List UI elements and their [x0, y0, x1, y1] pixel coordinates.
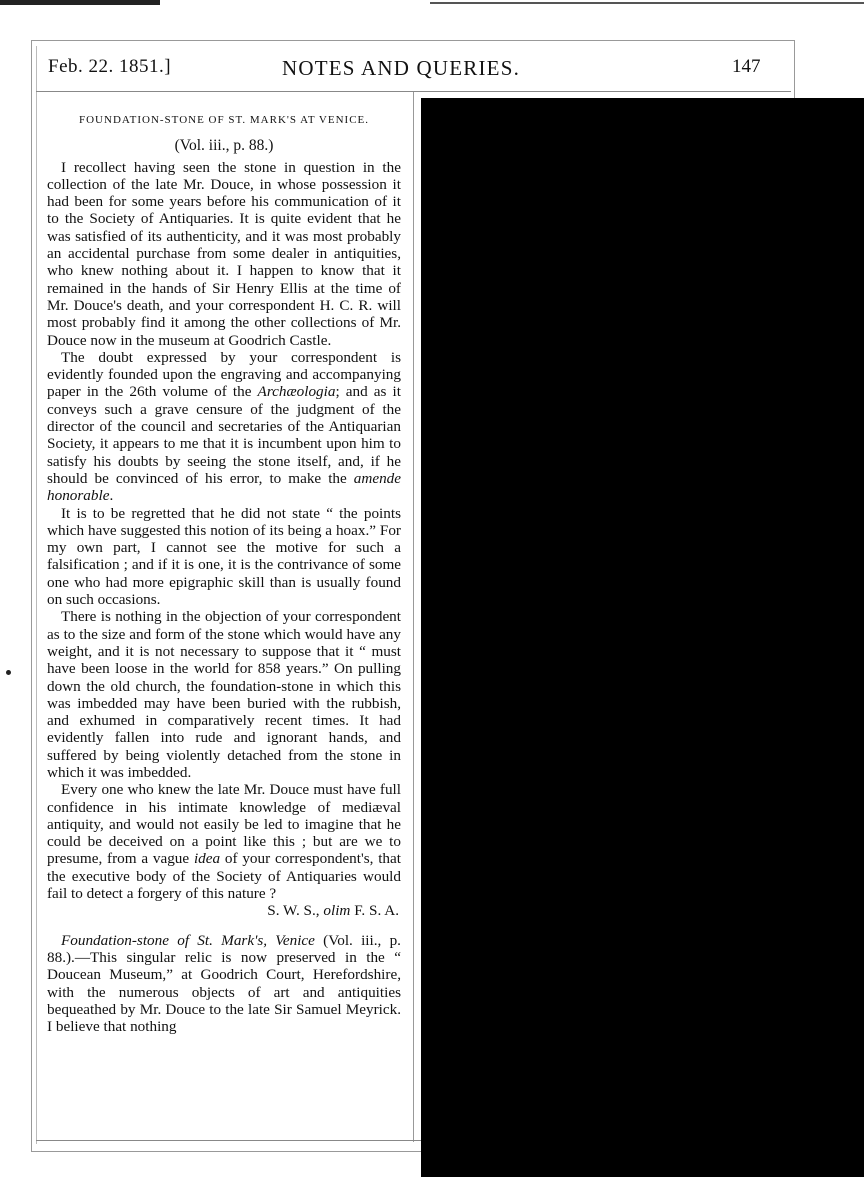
redacted-right-column: [421, 98, 864, 1177]
second-article-text: (Vol. iii., p. 88.).—This singular relic is now preserved in the “ Doucean Museum,” at Goodrich Court, Herefordshire, with the numerous objects of art and antiquities bequeathed by Mr. Douce to the late Sir Samuel Meyrick. I believe that nothing: [47, 931, 401, 1036]
header-page-number: 147: [732, 56, 761, 77]
paragraph-4: There is nothing in the objection of your correspondent as to the size and form of the stone which would have any weight, and it is not necessary to suppose that it “ must have been loose in the world for 858 years.” On pulling down the old church, the foundation-stone in which this was imbedded may have been buried with the rubbish, and exhumed in comparatively recent times. It had evidently fallen into rude and ignorant hands, and suffered by being violently detached from the stone in which it was imbedded.: [47, 608, 401, 781]
paragraph-2-text-b: ; and as it conveys such a grave censure of the judgment of the director of the council and secretaries of the Antiquarian Society, it appears to me that it is incumbent upon him to satisfy his doubts by seeing the stone itself, and, if he should be convinced of his error, to make the: [47, 383, 401, 487]
top-edge-mark-left: [0, 0, 160, 5]
paragraph-2: [47, 349, 401, 505]
article-gap: [47, 920, 401, 932]
second-article: [47, 932, 401, 1036]
footer-rule: [36, 1140, 421, 1141]
archaeologia-title: Archæologia: [257, 383, 336, 401]
paragraph-2-text-c: .: [109, 487, 114, 505]
running-header: [48, 56, 778, 86]
idea-word: idea: [193, 850, 221, 868]
page-frame-inner-line: [36, 46, 37, 1144]
column-divider: [413, 92, 414, 1142]
paragraph-1: I recollect having seen the stone in question in the collection of the late Mr. Douce, in whose possession it had been for some years before his communication of it to the Society of Antiquaries. It is quite evident that he was satisfied of its authenticity, and it was most probably an accidental purchase from some dealer in antiquities, who knew nothing about it. I happen to know that it remained in the hands of Sir Henry Ellis at the time of Mr. Douce's death, and your correspondent H. C. R. will most probably find it among the other collections of Mr. Douce now in the museum at Goodrich Castle.: [47, 158, 401, 349]
article-headline: FOUNDATION-STONE OF ST. MARK'S AT VENICE.: [79, 114, 369, 126]
signature-text-b: F. S. A.: [350, 902, 399, 920]
paragraph-5: [47, 781, 401, 902]
paragraph-5-text-b: of your correspondent's, that the executive body of the Society of Antiquaries would fail to detect a forgery of this nature ?: [47, 850, 401, 903]
signature-olim: olim: [323, 902, 351, 920]
margin-dot: [6, 670, 11, 675]
header-title: NOTES AND QUERIES.: [282, 56, 521, 80]
paragraph-2-text-a: The doubt expressed by your correspondent is evidently founded upon the engraving and accompanying paper in the 26th volume of the: [47, 348, 401, 401]
second-article-title: Foundation-stone of St. Mark's, Venice: [61, 931, 315, 949]
signature-text-a: S. W. S.,: [267, 902, 324, 920]
top-edge-mark-right: [430, 2, 864, 4]
article-reference: (Vol. iii., p. 88.): [174, 137, 274, 155]
signature: [47, 902, 401, 919]
amende-honorable-phrase: amende honorable: [47, 469, 401, 505]
left-column: [47, 112, 401, 1035]
paragraph-3: It is to be regretted that he did not state “ the points which have suggested this notion of its being a hoax.” For my own part, I cannot see the motive for such a falsification ; and if it is one, it is the contrivance of some one who had more epigraphic skill than is usually found on such occasions.: [47, 504, 401, 609]
paragraph-5-text-a: Every one who knew the late Mr. Douce must have full confidence in his intimate knowledge of mediæval antiquity, and would not easily be led to imagine that he could be deceived on a point like this ; but are we to presume, from a vague: [47, 781, 401, 868]
header-date: Feb. 22. 1851.]: [48, 56, 172, 77]
